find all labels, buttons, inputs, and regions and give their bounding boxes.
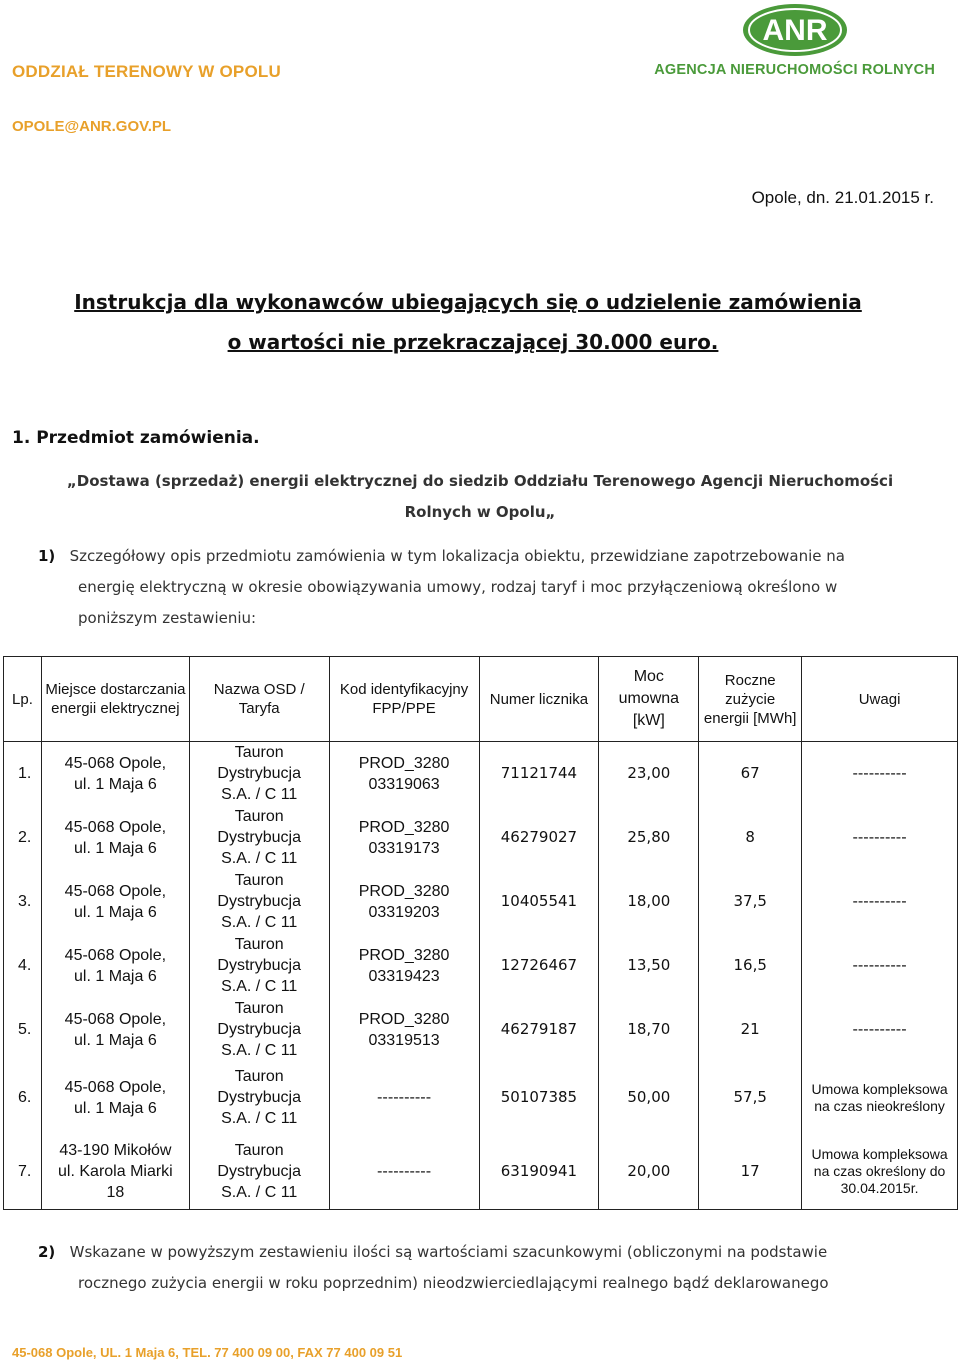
power-value: 18,00 xyxy=(627,892,671,910)
cell-zuzycie xyxy=(699,998,802,1062)
cell-uwagi xyxy=(802,934,958,998)
cell-moc xyxy=(599,870,699,934)
delivery-line: 18 xyxy=(106,1183,125,1201)
cell-osd xyxy=(189,934,329,998)
document-title-line2: o wartości nie przekraczającej 30.000 euro. xyxy=(227,330,719,354)
header-lp: Lp. xyxy=(4,657,42,742)
cell-osd xyxy=(189,742,329,806)
meter-number: 63190941 xyxy=(500,1161,578,1180)
row-number: 4. xyxy=(18,957,32,974)
cell-osd xyxy=(189,1062,329,1134)
osd-line: Tauron xyxy=(234,1000,284,1017)
osd-line: Tauron xyxy=(234,744,284,762)
table-row xyxy=(4,742,958,806)
cell-moc xyxy=(599,806,699,870)
delivery-line: ul. 1 Maja 6 xyxy=(74,1031,157,1049)
cell-licznik xyxy=(479,1062,599,1134)
osd-line: Tauron xyxy=(234,872,284,889)
paragraph-1-text-b: energię elektryczną w okresie obowiązywania umowy, rodzaj taryf i moc przyłączeniową określono w xyxy=(78,578,838,596)
consumption-value: 21 xyxy=(740,1020,760,1038)
paragraph-2-text-b: rocznego zużycia energii w roku poprzednim) nieodzwierciedlającymi realnego bądź deklarowanego xyxy=(78,1274,829,1292)
paragraph-2-text-a: Wskazane w powyższym zestawieniu ilości są wartościami szacunkowymi (obliczonymi na podstawie xyxy=(69,1243,828,1261)
consumption-value: 67 xyxy=(740,764,760,783)
cell-zuzycie xyxy=(699,742,802,806)
power-value: 23,00 xyxy=(627,764,671,783)
cell-uwagi xyxy=(802,1134,958,1210)
cell-miejsce xyxy=(41,870,189,934)
department-email: OPOLE@ANR.GOV.PL xyxy=(12,118,172,135)
order-subject xyxy=(0,466,960,528)
cell-moc xyxy=(599,998,699,1062)
cell-miejsce xyxy=(41,998,189,1062)
cell-lp xyxy=(4,934,42,998)
delivery-line: ul. Karola Miarki xyxy=(58,1162,173,1180)
cell-zuzycie xyxy=(699,1062,802,1134)
cell-lp xyxy=(4,1062,42,1134)
delivery-line: 45-068 Opole, xyxy=(64,946,167,964)
cell-lp xyxy=(4,998,42,1062)
cell-kod xyxy=(329,870,479,934)
delivery-line: 45-068 Opole, xyxy=(64,1078,167,1096)
osd-line: Tauron xyxy=(234,808,284,825)
cell-zuzycie xyxy=(699,934,802,998)
header-moc: Moc umowna [kW] xyxy=(599,657,699,742)
meter-number: 46279187 xyxy=(500,1020,578,1038)
osd-line: Dystrybucja xyxy=(217,829,301,846)
code-line: ---------- xyxy=(377,1088,432,1106)
meter-number: 71121744 xyxy=(500,764,578,783)
cell-licznik xyxy=(479,870,599,934)
document-date: Opole, dn. 21.01.2015 r. xyxy=(751,188,934,207)
osd-line: Dystrybucja xyxy=(217,957,301,974)
delivery-line: ul. 1 Maja 6 xyxy=(74,903,157,921)
footer-address: 45-068 Opole, UL. 1 Maja 6, TEL. 77 400 09 00, FAX 77 400 09 51 xyxy=(12,1345,403,1360)
cell-kod xyxy=(329,742,479,806)
code-line: PROD_3280 xyxy=(358,818,450,836)
remarks-text: ---------- xyxy=(852,1020,907,1038)
cell-licznik xyxy=(479,934,599,998)
power-value: 13,50 xyxy=(627,956,671,974)
paragraph-1-text-a: Szczegółowy opis przedmiotu zamówienia w tym lokalizacja obiektu, przewidziane zapotrzebowanie na xyxy=(69,547,845,565)
logo-text: ANR xyxy=(762,14,828,47)
cell-uwagi xyxy=(802,742,958,806)
osd-line: Dystrybucja xyxy=(217,893,301,910)
remarks-text: ---------- xyxy=(852,828,907,846)
delivery-line: 45-068 Opole, xyxy=(64,818,167,836)
cell-miejsce xyxy=(41,1134,189,1210)
delivery-line: ul. 1 Maja 6 xyxy=(74,839,157,857)
consumption-value: 16,5 xyxy=(733,956,767,974)
cell-moc xyxy=(599,1134,699,1210)
cell-miejsce xyxy=(41,934,189,998)
document-title-line1: Instrukcja dla wykonawców ubiegających się o udzielenie zamówienia xyxy=(74,290,862,314)
osd-line: Dystrybucja xyxy=(217,765,301,783)
cell-lp xyxy=(4,1134,42,1210)
row-number: 6. xyxy=(18,1089,32,1106)
code-line: 03319513 xyxy=(368,1031,440,1049)
table-row xyxy=(4,870,958,934)
code-line: 03319423 xyxy=(368,967,440,985)
power-value: 50,00 xyxy=(627,1088,671,1106)
meter-number: 46279027 xyxy=(500,828,578,846)
delivery-line: ul. 1 Maja 6 xyxy=(74,967,157,985)
cell-osd xyxy=(189,806,329,870)
header-uwagi: Uwagi xyxy=(802,657,958,742)
table-row xyxy=(4,1134,958,1210)
cell-licznik xyxy=(479,742,599,806)
cell-miejsce xyxy=(41,806,189,870)
meter-number: 50107385 xyxy=(500,1088,578,1106)
power-value: 25,80 xyxy=(627,828,671,846)
paragraph-1-number: 1) xyxy=(38,547,56,565)
meter-number: 10405541 xyxy=(500,892,578,910)
code-line: 03319063 xyxy=(368,775,440,793)
delivery-line: 45-068 Opole, xyxy=(64,882,167,900)
code-line: 03319173 xyxy=(368,839,440,857)
osd-line: Dystrybucja xyxy=(217,1021,301,1038)
power-value: 18,70 xyxy=(627,1020,671,1038)
code-line: PROD_3280 xyxy=(358,754,450,772)
code-line: PROD_3280 xyxy=(358,1010,450,1028)
cell-uwagi xyxy=(802,998,958,1062)
osd-line: S.A. / C 11 xyxy=(221,850,298,867)
delivery-line: ul. 1 Maja 6 xyxy=(74,775,157,793)
header-miejsce: Miejsce dostarczania energii elektrycznej xyxy=(41,657,189,742)
cell-licznik xyxy=(479,806,599,870)
cell-kod xyxy=(329,1062,479,1134)
header-zuzycie: Roczne zużycie energii [MWh] xyxy=(699,657,802,742)
row-number: 5. xyxy=(18,1021,32,1038)
cell-osd xyxy=(189,998,329,1062)
remarks-text: Umowa kompleksowa na czas nieokreślony xyxy=(811,1080,948,1114)
remarks-text: Umowa kompleksowa na czas określony do 30.04.2015r. xyxy=(811,1145,948,1196)
meter-number: 12726467 xyxy=(500,956,578,974)
remarks-text: ---------- xyxy=(852,892,907,910)
consumption-value: 17 xyxy=(740,1161,760,1180)
delivery-line: 45-068 Opole, xyxy=(64,1010,167,1028)
osd-line: S.A. / C 11 xyxy=(221,1042,298,1059)
energy-table xyxy=(3,656,958,1210)
code-line: PROD_3280 xyxy=(358,946,450,964)
delivery-line: 43-190 Mikołów xyxy=(59,1141,172,1159)
anr-logo xyxy=(740,2,850,58)
header-osd: Nazwa OSD / Taryfa xyxy=(189,657,329,742)
table-row xyxy=(4,934,958,998)
cell-moc xyxy=(599,742,699,806)
cell-uwagi xyxy=(802,870,958,934)
cell-kod xyxy=(329,1134,479,1210)
cell-licznik xyxy=(479,998,599,1062)
code-line: PROD_3280 xyxy=(358,882,450,900)
agency-name: AGENCJA NIERUCHOMOŚCI ROLNYCH xyxy=(654,62,935,78)
paragraph-2-number: 2) xyxy=(38,1243,56,1261)
section-heading: 1. Przedmiot zamówienia. xyxy=(12,428,260,448)
osd-line: Tauron xyxy=(234,936,284,953)
table-row xyxy=(4,1062,958,1134)
cell-lp xyxy=(4,870,42,934)
department-name xyxy=(12,62,281,82)
osd-line: Dystrybucja xyxy=(217,1089,301,1106)
table-header-row xyxy=(4,657,958,742)
osd-line: S.A. / C 11 xyxy=(221,1110,298,1127)
department-title: ODDZIAŁ TERENOWY W OPOLU xyxy=(12,62,281,81)
paragraph-2 xyxy=(38,1237,938,1299)
cell-kod xyxy=(329,806,479,870)
consumption-value: 57,5 xyxy=(733,1088,767,1106)
row-number: 7. xyxy=(18,1162,32,1180)
remarks-text: ---------- xyxy=(852,956,907,974)
osd-line: S.A. / C 11 xyxy=(221,914,298,931)
osd-line: S.A. / C 11 xyxy=(221,978,298,995)
cell-kod xyxy=(329,934,479,998)
code-line: ---------- xyxy=(377,1161,432,1180)
header-kod: Kod identyfikacyjny FPP/PPE xyxy=(329,657,479,742)
header-licznik: Numer licznika xyxy=(479,657,599,742)
row-number: 2. xyxy=(18,829,32,846)
cell-osd xyxy=(189,870,329,934)
table-row xyxy=(4,806,958,870)
cell-zuzycie xyxy=(699,870,802,934)
cell-licznik xyxy=(479,1134,599,1210)
osd-line: Dystrybucja xyxy=(217,1162,301,1180)
osd-line: Tauron xyxy=(234,1141,284,1159)
cell-miejsce xyxy=(41,742,189,806)
delivery-line: ul. 1 Maja 6 xyxy=(74,1099,157,1117)
cell-moc xyxy=(599,934,699,998)
cell-uwagi xyxy=(802,806,958,870)
cell-osd xyxy=(189,1134,329,1210)
table-row xyxy=(4,998,958,1062)
osd-line: S.A. / C 11 xyxy=(221,786,298,804)
code-line: 03319203 xyxy=(368,903,440,921)
osd-line: S.A. / C 11 xyxy=(221,1183,298,1201)
consumption-value: 37,5 xyxy=(733,892,767,910)
cell-miejsce xyxy=(41,1062,189,1134)
paragraph-1 xyxy=(38,541,938,634)
cell-zuzycie xyxy=(699,806,802,870)
osd-line: Tauron xyxy=(234,1068,284,1085)
row-number: 3. xyxy=(18,893,32,910)
remarks-text: ---------- xyxy=(852,764,907,783)
consumption-value: 8 xyxy=(745,828,755,846)
cell-zuzycie xyxy=(699,1134,802,1210)
cell-kod xyxy=(329,998,479,1062)
subject-line1: „Dostawa (sprzedaż) energii elektrycznej do siedzib Oddziału Terenowego Agencji Nieruchomości xyxy=(66,472,894,490)
paragraph-1-text-c: poniższym zestawieniu: xyxy=(78,609,257,627)
cell-lp xyxy=(4,806,42,870)
delivery-line: 45-068 Opole, xyxy=(64,754,167,772)
subject-line2: Rolnych w Opolu„ xyxy=(404,503,556,521)
cell-moc xyxy=(599,1062,699,1134)
row-number: 1. xyxy=(18,765,32,783)
cell-uwagi xyxy=(802,1062,958,1134)
power-value: 20,00 xyxy=(627,1161,671,1180)
cell-lp xyxy=(4,742,42,806)
